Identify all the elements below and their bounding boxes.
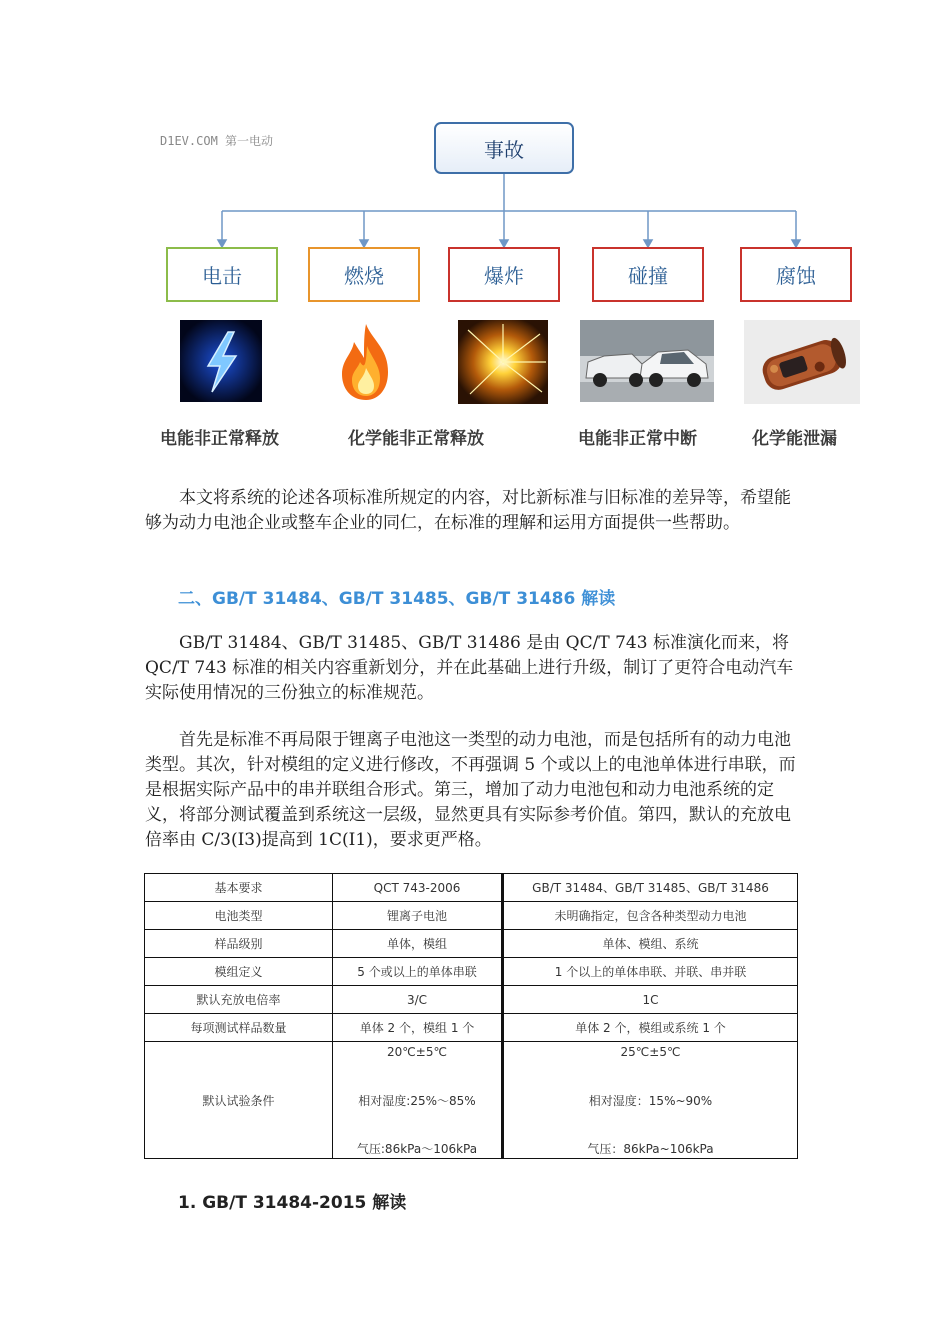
table-row xyxy=(145,986,798,1014)
table-cell: 每项测试样品数量 xyxy=(145,1014,333,1042)
condition-pressure: 气压：86kPa~106kPa xyxy=(587,1142,714,1156)
root-node-accident: 事故 xyxy=(434,122,574,174)
table-cell: 5 个或以上的单体串联 xyxy=(333,958,503,986)
category-explosion: 爆炸 xyxy=(448,247,560,302)
car-crash-image xyxy=(580,320,714,402)
sub-section-heading: 1. GB/T 31484-2015 解读 xyxy=(178,1193,407,1213)
explosion-image xyxy=(458,320,548,404)
condition-humidity: 相对湿度：15%~90% xyxy=(588,1094,713,1108)
table-row xyxy=(145,930,798,958)
category-corrosion: 腐蚀 xyxy=(740,247,852,302)
table-cell: 1 个以上的单体串联、并联、串并联 xyxy=(503,958,798,986)
table-cell: 电池类型 xyxy=(145,902,333,930)
table-cell: 默认充放电倍率 xyxy=(145,986,333,1014)
table-row xyxy=(145,902,798,930)
table-cell xyxy=(503,1042,798,1159)
condition-pressure: 气压:86kPa～106kPa xyxy=(356,1142,478,1156)
caption-chemical-leak: 化学能泄漏 xyxy=(752,429,837,449)
condition-humidity: 相对湿度:25%～85% xyxy=(358,1094,476,1108)
table-cell: 模组定义 xyxy=(145,958,333,986)
category-electric-shock: 电击 xyxy=(166,247,278,302)
table-header-cell: QCT 743-2006 xyxy=(333,874,503,902)
table-cell: 单体 2 个，模组 1 个 xyxy=(333,1014,503,1042)
accident-classification-diagram xyxy=(0,0,950,470)
table-cell: 样品级别 xyxy=(145,930,333,958)
table-cell: 锂离子电池 xyxy=(333,902,503,930)
table-header-cell: 基本要求 xyxy=(145,874,333,902)
table-cell: 单体 2 个，模组或系统 1 个 xyxy=(503,1014,798,1042)
category-collision: 碰撞 xyxy=(592,247,704,302)
table-cell: 未明确指定，包含各种类型动力电池 xyxy=(503,902,798,930)
table-cell: 默认试验条件 xyxy=(145,1042,333,1159)
table-header-row xyxy=(145,874,798,902)
table-row-test-conditions xyxy=(145,1042,798,1159)
table-row xyxy=(145,958,798,986)
section-heading: 二、GB/T 31484、GB/T 31485、GB/T 31486 解读 xyxy=(178,589,616,609)
caption-electric-release: 电能非正常释放 xyxy=(160,429,279,449)
table-cell: 1C xyxy=(503,986,798,1014)
table-row xyxy=(145,1014,798,1042)
table-cell: 单体、模组、系统 xyxy=(503,930,798,958)
condition-temperature: 25℃±5℃ xyxy=(620,1045,681,1059)
category-burning: 燃烧 xyxy=(308,247,420,302)
caption-chemical-release: 化学能非正常释放 xyxy=(348,429,484,449)
table-cell: 单体，模组 xyxy=(333,930,503,958)
intro-paragraph: 本文将系统的论述各项标准所规定的内容，对比新标准与旧标准的差异等，希望能够为动力电池企业或整车企业的同仁，在标准的理解和运用方面提供一些帮助。 xyxy=(145,488,791,533)
lightning-image xyxy=(180,320,262,402)
table-cell: 3/C xyxy=(333,986,503,1014)
table-header-cell: GB/T 31484、GB/T 31485、GB/T 31486 xyxy=(503,874,798,902)
watermark: D1EV.COM 第一电动 xyxy=(160,134,274,148)
table-cell xyxy=(333,1042,503,1159)
standard-comparison-table xyxy=(144,873,798,1159)
evolution-paragraph: GB/T 31484、GB/T 31485、GB/T 31486 是由 QC/T 743 标准演化而来，将 QC/T 743 标准的相关内容重新划分，并在此基础上进行升级，制订了更符合电动汽车实际使用情况的三份独立的标准规范。 xyxy=(145,633,794,703)
caption-electric-interruption: 电能非正常中断 xyxy=(578,429,697,449)
condition-temperature: 20℃±5℃ xyxy=(387,1045,447,1059)
corroded-battery-image xyxy=(744,320,860,404)
changes-paragraph: 首先是标准不再局限于锂离子电池这一类型的动力电池，而是包括所有的动力电池类型。其次，针对模组的定义进行修改，不再强调 5 个或以上的电池单体进行串联，而是根据实际产品中的串并联组合形式。第三，增加了动力电池包和动力电池系统的定义，将部分测试覆盖到系统这一层级，显然更具有实际参考价值。第四，默认的充放电倍率由 C/3(I3)提高到 1C(I1)，要求更严格。 xyxy=(145,730,796,850)
fire-image xyxy=(334,320,398,402)
